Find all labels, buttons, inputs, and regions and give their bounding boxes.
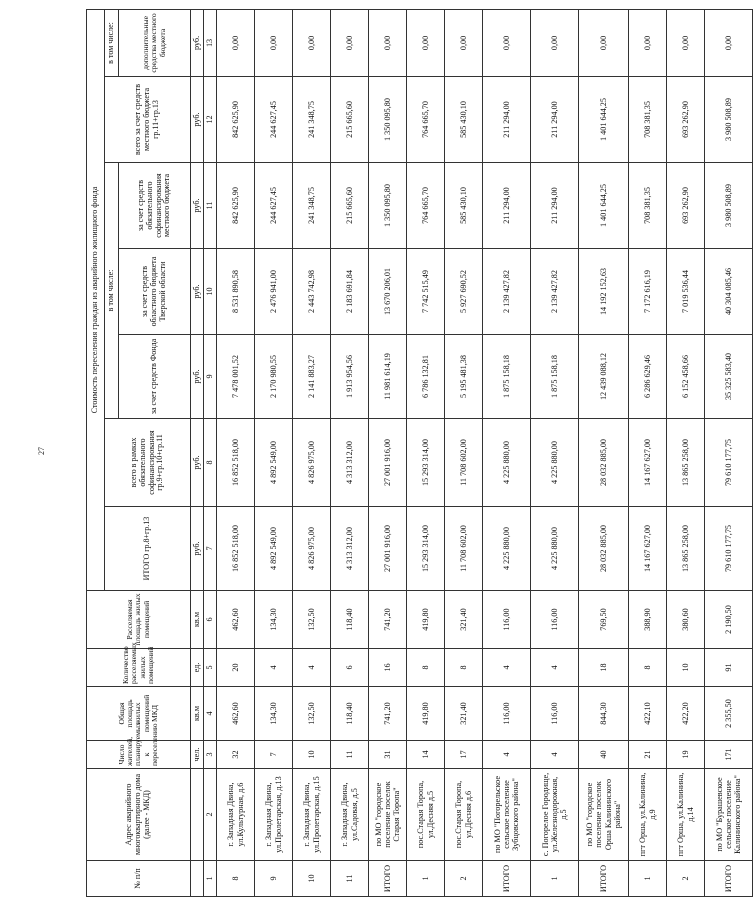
table-cell: 0,00 <box>331 9 369 76</box>
unit-cell: кв.м <box>191 591 204 649</box>
table-cell: 419,80 <box>407 591 445 649</box>
header-col-4: Общая площадь жилых помещений МКД <box>87 687 191 741</box>
header-col-9: за счет средств Фонда <box>119 335 191 419</box>
address-cell: пос.Старая Торопа, ул.Десняя д.5 <box>407 769 445 861</box>
table-cell: 3 980 508,89 <box>705 163 753 249</box>
column-number-cell: 5 <box>204 649 217 687</box>
address-cell: г. Западная Двина, ул.Пролетарская, д.13 <box>255 769 293 861</box>
table-cell: 4 <box>255 649 293 687</box>
column-number-cell: 10 <box>204 249 217 335</box>
table-cell: 79 610 177,75 <box>705 419 753 507</box>
table-cell: 4 892 549,00 <box>255 419 293 507</box>
address-cell: г. Западная Двина, ул.Пролетарская, д.15 <box>293 769 331 861</box>
table-cell: 4 313 312,00 <box>331 507 369 591</box>
table-cell: 0,00 <box>705 9 753 76</box>
table-row <box>531 9 579 896</box>
table-cell: 769,50 <box>579 591 629 649</box>
table-cell: 0,00 <box>445 9 483 76</box>
table-cell: 419,80 <box>407 687 445 741</box>
table-cell: 1 <box>629 861 667 897</box>
header-in-that-number-2: в том числе: <box>105 9 119 76</box>
address-cell: пгт Орша, ул.Калинина, д.9 <box>629 769 667 861</box>
table-cell: 4 <box>293 649 331 687</box>
table-cell: 14 <box>407 741 445 769</box>
table-row <box>369 9 407 896</box>
table-cell: 116,00 <box>483 591 531 649</box>
unit-cell: руб. <box>191 419 204 507</box>
table-cell: 11 708 602,00 <box>445 419 483 507</box>
address-cell: по МО "городское поселение поселок Орша Калининского района" <box>579 769 629 861</box>
table-cell: 17 <box>445 741 483 769</box>
table-cell: 4 826 975,00 <box>293 419 331 507</box>
table-cell: 13 670 206,01 <box>369 249 407 335</box>
column-number-cell: 7 <box>204 507 217 591</box>
table-cell: 422,20 <box>667 687 705 741</box>
table-cell: 6 <box>331 649 369 687</box>
table-cell: 842 625,90 <box>217 163 255 249</box>
table-cell: 211 294,00 <box>483 163 531 249</box>
table-cell: 132,50 <box>293 591 331 649</box>
table-cell: 321,40 <box>445 687 483 741</box>
table-cell: 27 001 916,00 <box>369 507 407 591</box>
table-cell: 118,40 <box>331 591 369 649</box>
table-cell: 16 852 518,00 <box>217 507 255 591</box>
table-cell: 4 892 549,00 <box>255 507 293 591</box>
table-cell: 215 665,60 <box>331 163 369 249</box>
table-cell: 31 <box>369 741 407 769</box>
table-cell: 7 742 515,49 <box>407 249 445 335</box>
table-cell: 16 852 518,00 <box>217 419 255 507</box>
column-number-cell: 9 <box>204 335 217 419</box>
table-cell: 1 913 954,56 <box>331 335 369 419</box>
table-cell: 0,00 <box>667 9 705 76</box>
table-row <box>667 9 705 896</box>
header-col-1: № п/п <box>87 861 191 897</box>
table-cell: 21 <box>629 741 667 769</box>
table-cell: 116,00 <box>531 687 579 741</box>
table-cell: 4 <box>483 741 531 769</box>
table-cell: 27 001 916,00 <box>369 419 407 507</box>
table-row <box>483 9 531 896</box>
table-cell: 0,00 <box>579 9 629 76</box>
table-cell: 4 313 312,00 <box>331 419 369 507</box>
table-cell: 91 <box>705 649 753 687</box>
table-cell: 422,10 <box>629 687 667 741</box>
column-number-row <box>204 9 217 896</box>
table-cell: 11 <box>331 861 369 897</box>
table-cell: 321,40 <box>445 591 483 649</box>
table-cell: 2 443 742,98 <box>293 249 331 335</box>
table-row <box>407 9 445 896</box>
header-col-11: за счет средств обязательного софинансирования местного бюджета <box>119 163 191 249</box>
table-cell: 32 <box>217 741 255 769</box>
table-cell: 13 865 258,00 <box>667 507 705 591</box>
table-cell: 764 665,70 <box>407 163 445 249</box>
table-cell: ИТОГО <box>705 861 753 897</box>
table-cell: 1 401 644,25 <box>579 163 629 249</box>
table-cell: 5 195 481,38 <box>445 335 483 419</box>
table-cell: 8 <box>217 861 255 897</box>
table-cell: 585 430,10 <box>445 77 483 163</box>
table-cell: 1 350 095,80 <box>369 163 407 249</box>
table-cell: 14 192 152,63 <box>579 249 629 335</box>
table-cell: 10 <box>293 741 331 769</box>
table-cell: 462,60 <box>217 591 255 649</box>
table-cell: 388,90 <box>629 591 667 649</box>
table-cell: 4 225 880,00 <box>531 507 579 591</box>
table-cell: 118,40 <box>331 687 369 741</box>
unit-cell: руб. <box>191 9 204 76</box>
column-number-cell: 8 <box>204 419 217 507</box>
table-cell: 0,00 <box>629 9 667 76</box>
table-cell: 244 627,45 <box>255 77 293 163</box>
header-col-6: Расселяемая площадь жилых помещений <box>87 591 191 649</box>
table-cell: 12 439 088,12 <box>579 335 629 419</box>
table-cell: 842 625,90 <box>217 77 255 163</box>
unit-cell <box>191 769 204 861</box>
table-cell: 28 032 885,00 <box>579 419 629 507</box>
table-cell: 9 <box>255 861 293 897</box>
table-cell: 16 <box>369 649 407 687</box>
header-col-3: Число жителей, планируемых к переселению <box>87 741 191 769</box>
table-cell: 764 665,70 <box>407 77 445 163</box>
table-cell: 8 531 890,58 <box>217 249 255 335</box>
address-cell: пгт Орша, ул.Калинина, д.14 <box>667 769 705 861</box>
address-cell: г. Западная Двина, ул.Садовая, д.5 <box>331 769 369 861</box>
table-cell: 0,00 <box>217 9 255 76</box>
table-row <box>331 9 369 896</box>
table-cell: 14 167 627,00 <box>629 419 667 507</box>
table-cell: 11 981 614,19 <box>369 335 407 419</box>
table-cell: 585 430,10 <box>445 163 483 249</box>
table-cell: 741,20 <box>369 687 407 741</box>
column-number-cell: 12 <box>204 77 217 163</box>
table-row <box>217 9 255 896</box>
table-cell: 2 355,50 <box>705 687 753 741</box>
table-cell: 1 <box>531 861 579 897</box>
table-cell: 6 286 629,46 <box>629 335 667 419</box>
address-cell: по МО "Погорельское сельское поселение Зубцовского района" <box>483 769 531 861</box>
table-cell: 18 <box>579 649 629 687</box>
table-cell: 14 167 627,00 <box>629 507 667 591</box>
table-cell: 708 381,35 <box>629 77 667 163</box>
table-cell: 35 325 583,40 <box>705 335 753 419</box>
table-cell: 10 <box>667 649 705 687</box>
table-cell: 0,00 <box>255 9 293 76</box>
unit-cell: руб. <box>191 507 204 591</box>
unit-cell: руб. <box>191 249 204 335</box>
table-cell: 462,60 <box>217 687 255 741</box>
table-cell: 693 262,90 <box>667 163 705 249</box>
table-cell: 8 <box>629 649 667 687</box>
table-cell: 10 <box>293 861 331 897</box>
header-col-2: Адрес аварийного многоквартирного дома (далее - МКД) <box>87 769 191 861</box>
table-cell: 4 <box>531 649 579 687</box>
header-col-7: ИТОГО гр.8+гр.13 <box>105 507 191 591</box>
table-cell: 0,00 <box>293 9 331 76</box>
column-number-cell: 1 <box>204 861 217 897</box>
table-cell: 708 381,35 <box>629 163 667 249</box>
header-cost-group: Стоимость переселения граждан из аварийного жилищного фонда <box>87 9 105 590</box>
column-number-cell: 6 <box>204 591 217 649</box>
column-number-cell: 3 <box>204 741 217 769</box>
table-cell: 0,00 <box>531 9 579 76</box>
table-cell: 116,00 <box>531 591 579 649</box>
header-col-8: всего в рамках обязательного софинансирования гр.9+гр.10+гр.11 <box>105 419 191 507</box>
header-col-12: всего за счет средств местного бюджета гр.11+гр.13 <box>105 77 191 163</box>
table-cell: 7 478 001,52 <box>217 335 255 419</box>
table-cell: 15 293 314,00 <box>407 507 445 591</box>
address-cell: по МО "Бурашевское сельское поселение Калининского района" <box>705 769 753 861</box>
table-cell: 2 139 427,82 <box>483 249 531 335</box>
table-cell: 13 865 258,00 <box>667 419 705 507</box>
table-row <box>255 9 293 896</box>
table-body <box>217 9 753 896</box>
table-cell: 241 348,75 <box>293 77 331 163</box>
header-col-5: Количество расселяемых жилых помещений <box>87 649 191 687</box>
table-cell: 79 610 177,75 <box>705 507 753 591</box>
table-cell: 215 665,60 <box>331 77 369 163</box>
address-cell: по МО "городское поселение поселок Старая Торопа" <box>369 769 407 861</box>
table-cell: 4 225 880,00 <box>483 419 531 507</box>
table-cell: 2 170 980,55 <box>255 335 293 419</box>
table-cell: 8 <box>445 649 483 687</box>
table-cell: 11 708 602,00 <box>445 507 483 591</box>
table-row <box>445 9 483 896</box>
table-cell: 1 350 095,80 <box>369 77 407 163</box>
column-number-cell: 2 <box>204 769 217 861</box>
table-cell: 6 786 132,81 <box>407 335 445 419</box>
column-number-cell: 4 <box>204 687 217 741</box>
table-cell: 211 294,00 <box>531 77 579 163</box>
table-cell: 693 262,90 <box>667 77 705 163</box>
column-number-cell: 13 <box>204 9 217 76</box>
table-cell: 2 476 941,00 <box>255 249 293 335</box>
table-cell: 2 190,50 <box>705 591 753 649</box>
header-col-10: за счет средств областного бюджета Тверской области <box>119 249 191 335</box>
table-row <box>629 9 667 896</box>
table-cell: 2 <box>445 861 483 897</box>
table-cell: 741,20 <box>369 591 407 649</box>
table-cell: ИТОГО <box>579 861 629 897</box>
table-cell: 7 172 616,19 <box>629 249 667 335</box>
table-cell: 132,50 <box>293 687 331 741</box>
units-row <box>191 9 204 896</box>
unit-cell <box>191 861 204 897</box>
table-cell: 380,60 <box>667 591 705 649</box>
resettlement-cost-table <box>86 9 753 897</box>
table-cell: 134,30 <box>255 687 293 741</box>
table-cell: 1 875 158,18 <box>483 335 531 419</box>
table-cell: 2 139 427,82 <box>531 249 579 335</box>
table-cell: 2 141 883,27 <box>293 335 331 419</box>
table-cell: 2 <box>667 861 705 897</box>
table-cell: 0,00 <box>407 9 445 76</box>
table-cell: 7 019 536,44 <box>667 249 705 335</box>
unit-cell: руб. <box>191 77 204 163</box>
table-cell: 211 294,00 <box>531 163 579 249</box>
table-cell: 134,30 <box>255 591 293 649</box>
table-cell: 4 <box>531 741 579 769</box>
table-cell: 15 293 314,00 <box>407 419 445 507</box>
table-cell: 211 294,00 <box>483 77 531 163</box>
table-cell: ИТОГО <box>483 861 531 897</box>
table-cell: 3 980 508,89 <box>705 77 753 163</box>
table-cell: 241 348,75 <box>293 163 331 249</box>
address-cell: пос.Старая Торопа, ул.Десняя д.6 <box>445 769 483 861</box>
table-cell: 844,30 <box>579 687 629 741</box>
table-cell: 4 225 880,00 <box>531 419 579 507</box>
table-row <box>293 9 331 896</box>
table-cell: 1 875 158,18 <box>531 335 579 419</box>
table-cell: 244 627,45 <box>255 163 293 249</box>
table-cell: 19 <box>667 741 705 769</box>
table-cell: 0,00 <box>369 9 407 76</box>
table-cell: 8 <box>407 649 445 687</box>
table-cell: 4 <box>483 649 531 687</box>
table-cell: 5 927 690,52 <box>445 249 483 335</box>
unit-cell: кв.м <box>191 687 204 741</box>
table-row <box>705 9 753 896</box>
address-cell: с. Погорелое Городище, ул.Железнодорожная, д.5 <box>531 769 579 861</box>
unit-cell: руб. <box>191 335 204 419</box>
table-cell: 28 032 885,00 <box>579 507 629 591</box>
column-number-cell: 11 <box>204 163 217 249</box>
table-cell: 11 <box>331 741 369 769</box>
table-cell: 116,00 <box>483 687 531 741</box>
unit-cell: ед. <box>191 649 204 687</box>
header-in-that-number: в том числе: <box>105 163 119 419</box>
page-number: 27 <box>37 447 46 455</box>
table-cell: 4 826 975,00 <box>293 507 331 591</box>
unit-cell: руб. <box>191 163 204 249</box>
table-cell: 2 183 691,84 <box>331 249 369 335</box>
table-cell: 20 <box>217 649 255 687</box>
unit-cell: чел. <box>191 741 204 769</box>
table-cell: 171 <box>705 741 753 769</box>
table-cell: 0,00 <box>483 9 531 76</box>
table-cell: 4 225 880,00 <box>483 507 531 591</box>
table-cell: ИТОГО <box>369 861 407 897</box>
address-cell: г. Западная Двина, ул.Культурная, д.6 <box>217 769 255 861</box>
header-col-13: дополнительные средства местного бюджета <box>119 9 191 76</box>
table-cell: 40 <box>579 741 629 769</box>
table-row <box>579 9 629 896</box>
table-cell: 1 <box>407 861 445 897</box>
table-cell: 40 304 085,46 <box>705 249 753 335</box>
table-cell: 1 401 644,25 <box>579 77 629 163</box>
table-cell: 6 152 458,66 <box>667 335 705 419</box>
table-cell: 7 <box>255 741 293 769</box>
